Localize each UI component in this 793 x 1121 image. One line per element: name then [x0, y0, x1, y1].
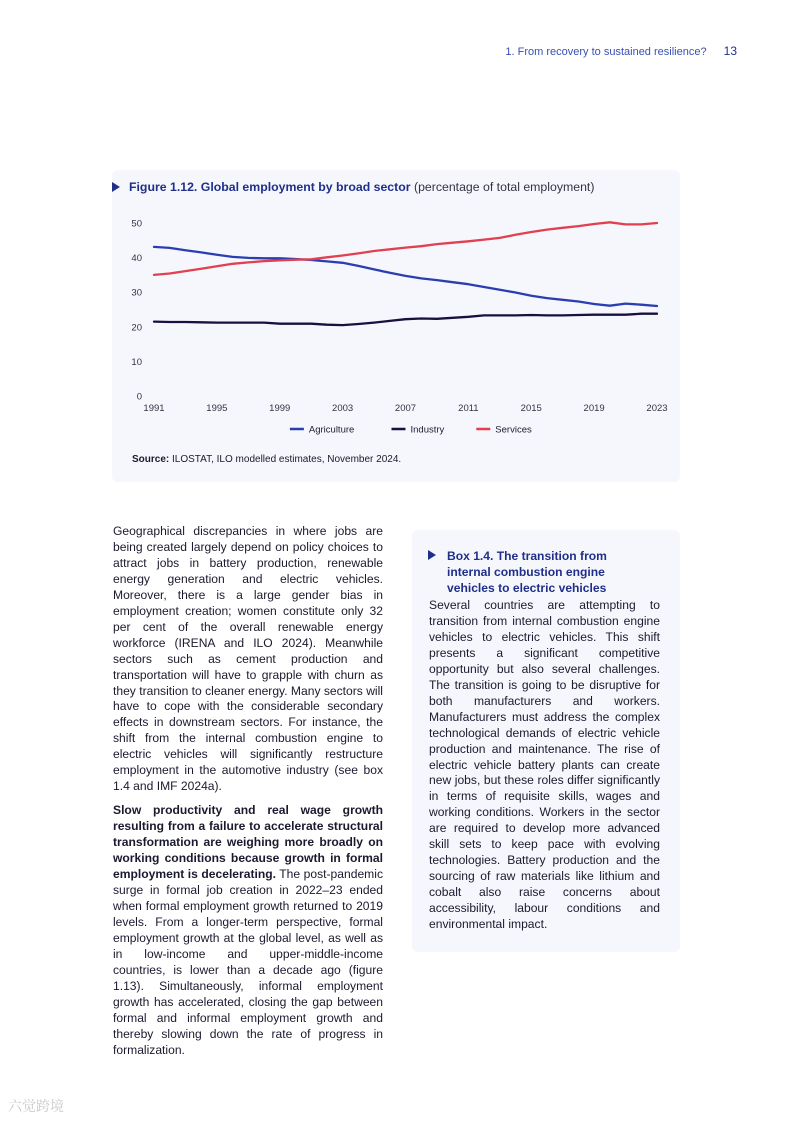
paragraph-2: [113, 803, 383, 1058]
running-header: [505, 44, 737, 58]
employment-line-chart: [112, 208, 680, 443]
x-tick-label: 2007: [394, 403, 417, 414]
x-tick-label: 1995: [206, 403, 228, 414]
box-title: [428, 548, 628, 596]
y-tick-label: 40: [131, 253, 142, 265]
figure-subtitle: (percentage of total employment): [413, 180, 595, 194]
y-tick-label: 10: [131, 356, 142, 368]
source-text: ILOSTAT, ILO modelled estimates, November 2024.: [169, 454, 402, 465]
watermark: 六觉跨境: [8, 1098, 64, 1114]
x-tick-label: 2023: [646, 403, 668, 414]
y-tick-label: 30: [131, 287, 142, 299]
legend-label: Agriculture: [308, 424, 355, 436]
box-text: Several countries are attempting to transition from internal combustion engine vehicles to electric vehicles. This shift presents a significant competitive opportunity but also several challenges. The transition is going to be disruptive for both manufacturers and workers. Manufacturers must address the complex technological demands of electric vehicle production and maintenance. The rise of electric vehicle battery plants can create new jobs, but these roles differ significantly in terms of requisite skills, wages and working conditions. Workers in the sector are required to develop more advanced skill sets to keep pace with evolving technologies. Battery production and the sourcing of raw materials like lithium and cobalt also raise concerns about accessibility, labour conditions and environmental impact.: [429, 598, 660, 932]
figure-source: [132, 454, 401, 465]
paragraph-2-lead: Slow productivity and real wage growth resulting from a failure to accelerate structural transformation are weighing more broadly on working conditions because growth in formal employment is decelerating.: [113, 803, 383, 882]
figure-panel: [112, 170, 680, 482]
paragraph-1: Geographical discrepancies in where jobs are being created largely depend on policy choices to attract jobs in battery production, renewable energy generation and electric vehicles. Moreover, there is a large gender bias in employment creation; women constitute only 32 per cent of the overall renewable energy workforce (IRENA and ILO 2024). Meanwhile sectors such as cement production and transportation will have to grapple with churn as they transition to cleaner energy. Many sectors will have to cope with the considerable secondary effects in downstream sectors. For instance, the shift from the internal combustion engine to electric vehicles will significantly restructure employment in the automotive industry (see box 1.4 and IMF 2024a).: [113, 524, 383, 794]
x-tick-label: 1999: [269, 403, 291, 414]
y-tick-label: 0: [136, 391, 142, 403]
figure-title: [112, 180, 594, 194]
page-number: 13: [723, 44, 737, 58]
x-tick-label: 2003: [332, 403, 354, 414]
triangle-bullet-icon: [428, 550, 436, 560]
y-tick-label: 20: [131, 322, 142, 334]
x-tick-label: 1991: [143, 403, 165, 414]
x-tick-label: 2015: [520, 403, 542, 414]
running-title: 1. From recovery to sustained resilience?: [505, 46, 707, 58]
x-tick-label: 2019: [583, 403, 605, 414]
figure-label: Figure 1.12. Global employment by broad sector: [129, 180, 411, 194]
series-line-agriculture: [154, 247, 657, 306]
series-line-industry: [154, 314, 657, 325]
series-line-services: [154, 222, 657, 275]
legend-label: Industry: [410, 424, 445, 436]
body-text-column: [113, 524, 383, 1066]
legend-label: Services: [495, 424, 532, 436]
paragraph-2-text: The post-pandemic surge in formal job creation in 2022–23 ended when formal employment growth returned to 2019 levels. From a longer-term perspective, formal employment growth at the global level, as well as in low-income and upper-middle-income countries, is lower than a decade ago (figure 1.13). Simultaneously, informal employment growth has accelerated, closing the gap between formal and informal employment growth and thereby slowing down the rate of progress in formalization.: [113, 867, 383, 1057]
x-tick-label: 2011: [458, 403, 479, 414]
triangle-bullet-icon: [112, 182, 120, 192]
box-title-text: Box 1.4. The transition from internal combustion engine vehicles to electric vehicles: [447, 549, 607, 595]
box-1-4: [412, 530, 680, 952]
source-label: Source:: [132, 454, 170, 465]
y-tick-label: 50: [131, 218, 142, 230]
